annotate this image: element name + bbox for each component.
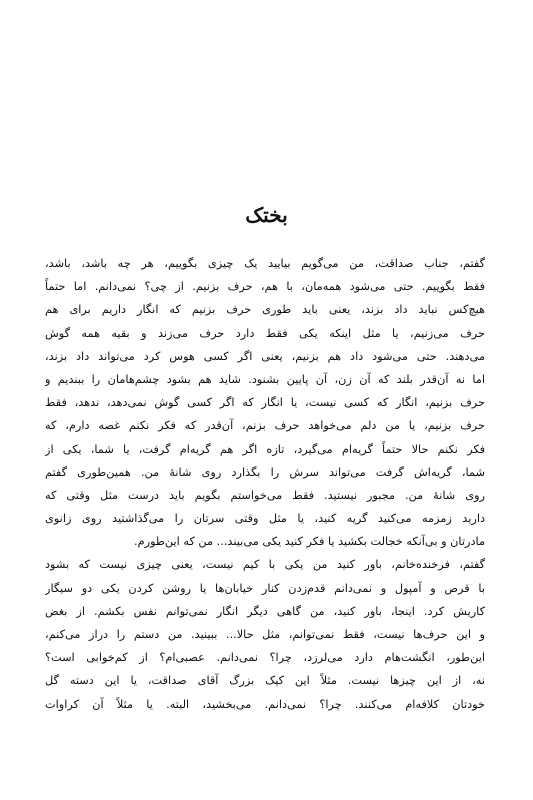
text-line: حرف بزنیم، یا من دلم می‌خواهد حرف بزنم، آن‌قدر که فکر نکنم غصه دارم، که [45, 419, 485, 433]
text-line: فکر نکنم حالا حتماً گریه‌ام می‌گیرد، تازه اگر هم گریه‌ام گرفت، یا شما، یکی از [45, 442, 485, 456]
text-line: کاریش کرد. اینجا، باور کنید، من گاهی دیگر انگار نمی‌توانم نفس بکشم. از بغض [45, 604, 485, 618]
text-line: روی شانهٔ من. مجبور نیستید. فقط می‌خواستم بگویم باید درست مثل وقتی که [45, 488, 485, 502]
text-line: هیچ‌کس نباید داد بزند، یعنی باید طوری حرف بزنیم که انگار داریم برای هم [45, 303, 485, 317]
text-line: دارید زمزمه می‌کنید گریه کنید، یا مثل وقتی سرتان را می‌گذاشتید روی زانوی [45, 512, 485, 526]
text-line: اما نه آن‌قدر بلند که آن زن، آن پایین بشنود. شاید هم بشود چشم‌هامان را ببندیم و [45, 372, 485, 386]
paragraph [45, 553, 485, 715]
paragraph [45, 252, 485, 553]
chapter-title: بختک [245, 203, 288, 227]
text-line: نه، از این چیزها نیست. مثلاً این کیک بزرگ آقای صداقت، یا این دسته گل [45, 674, 485, 688]
text-line: فقط بگوییم. حتی می‌شود همه‌مان، با هم، حرف بزنیم. از چی؟ نمی‌دانم. اما حتماً [45, 280, 485, 294]
text-line: با قرص و آمپول و نمی‌دانم قدم‌زدن کنار خیابان‌ها یا روشن کردن یکی دو سیگار [45, 581, 485, 595]
text-line: حرف می‌زنیم، یا مثل اینکه یکی فقط دارد حرف می‌زند و بقیه همه گوش [45, 326, 485, 340]
text-line: مادرتان و بی‌آنکه خجالت بکشید یا فکر کنید یکی می‌بیند... من که این‌طورم. [134, 535, 485, 549]
text-line: می‌دهند. حتی می‌شود داد هم بزنیم، یعنی اگر کسی هوس کرد می‌تواند داد بزند، [45, 349, 485, 363]
text-line: خودتان کلافه‌ام می‌کنند. چرا؟ نمی‌دانم. می‌بخشید، البته. یا مثلاً آن کراوات [45, 697, 485, 711]
chapter-body [45, 252, 485, 716]
text-line: حرف بزنیم، انگار که کسی نیست، یا انگار که اگر کسی گوش نمی‌دهد، ندهد، فقط [45, 396, 485, 410]
text-line: شما، گریه‌اش گرفت می‌تواند سرش را بگذارد روی شانهٔ من. همین‌طوری گفتم [45, 465, 485, 479]
text-line: و این حرف‌ها نیست، فقط نمی‌توانم، مثل حالا... ببینید. من دستم را دراز می‌کنم، [45, 628, 485, 641]
text-line: گفتم، جناب صداقت، من می‌گویم بیایید یک چیزی بگوییم، هر چه باشد، باشد، [45, 257, 485, 270]
text-line: این‌طور، انگشت‌هام دارد می‌لرزد، چرا؟ نمی‌دانم. عصبی‌ام؟ از کم‌خوابی است؟ [45, 651, 485, 665]
text-line: گفتم، فرخنده‌خانم، باور کنید من یکی با کیم نیست، یعنی چیزی نیست که بشود [45, 558, 485, 572]
